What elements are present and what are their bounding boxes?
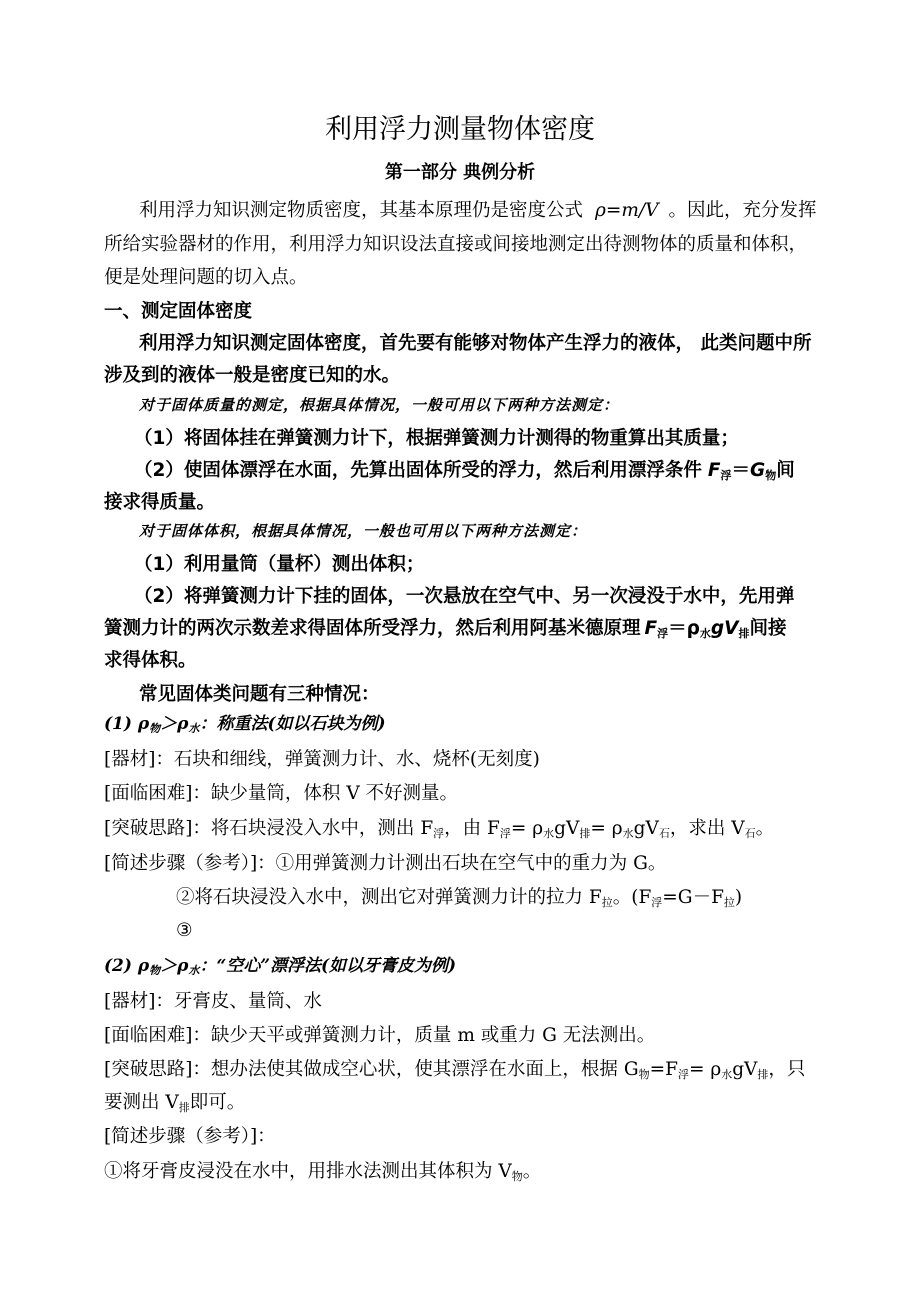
formula-sub: 排 xyxy=(738,627,750,640)
formula-eq: ＝ρ xyxy=(668,618,700,639)
sec1-para-line-2: 涉及到的液体一般是密度已知的水。 xyxy=(104,365,401,386)
t: 。 xyxy=(522,1161,542,1182)
s: 浮 xyxy=(433,827,445,840)
t: ：“空心”漂浮法(如以牙膏皮为例) xyxy=(199,956,457,976)
t: = ρ xyxy=(688,1059,722,1080)
t: ＞ρ xyxy=(160,956,189,976)
formula-g: G xyxy=(750,460,766,481)
t: [突破思路]：将石块浸没入水中，测出 F xyxy=(104,818,434,839)
mass-method-2 xyxy=(134,462,795,481)
section-heading-solid-density: 一、测定固体密度 xyxy=(104,301,253,322)
formula-f: F xyxy=(707,460,721,481)
t: =G－F xyxy=(662,887,724,908)
case-2-heading xyxy=(104,958,456,976)
s: 浮 xyxy=(499,827,511,840)
volume-method-2-tail: 间接 xyxy=(749,618,787,639)
mass-methods-intro: 对于固体质量的测定，根据具体情况，一般可用以下两种方法测定： xyxy=(139,396,620,414)
case-1-difficulty: [面临困难]：缺少量筒，体积 V 不好测量。 xyxy=(104,783,459,804)
s: 排 xyxy=(579,827,591,840)
t: ) xyxy=(734,887,743,908)
t: [突破思路]：想办法使其做成空心状，使其漂浮在水面上，根据 G xyxy=(104,1059,639,1080)
s: 水 xyxy=(622,827,634,840)
t: 。(F xyxy=(612,887,652,908)
case-1-step-3: ③ xyxy=(176,920,193,941)
volume-method-2-line-3: 求得体积。 xyxy=(104,650,197,671)
intro-line-3: 便是处理问题的切入点。 xyxy=(104,267,308,288)
intro-line-2: 所给实验器材的作用，利用浮力知识设法直接或间接地测定出待测物体的质量和体积， xyxy=(104,234,808,255)
volume-method-2-line-2 xyxy=(104,620,786,639)
case-1-equipment: [器材]：石块和细线，弹簧测力计、水、烧杯(无刻度) xyxy=(104,749,540,770)
section-subtitle: 第一部分 典例分析 xyxy=(384,162,536,183)
t: ，求出 V xyxy=(669,818,745,839)
t: gV xyxy=(732,1059,758,1080)
case-1-idea xyxy=(104,820,774,839)
s: 石 xyxy=(658,827,670,840)
document-title: 利用浮力测量物体密度 xyxy=(325,114,595,145)
t: =F xyxy=(649,1059,678,1080)
mass-method-1: （1）将固体挂在弹簧测力计下，根据弹簧测力计测得的物重算出其质量； xyxy=(134,428,739,449)
mass-method-2-tail: 间 xyxy=(776,460,795,481)
t: 。 xyxy=(755,818,775,839)
formula-f: F xyxy=(644,618,658,639)
t: ，由 F xyxy=(444,818,500,839)
t: ②将石块浸没入水中，测出它对弹簧测力计的拉力 F xyxy=(176,887,602,908)
formula-sub: 物 xyxy=(765,469,777,482)
s: 石 xyxy=(744,827,756,840)
cases-intro: 常见固体类问题有三种情况： xyxy=(139,684,380,705)
case-1-steps-head: [简述步骤（参考）]：①用弹簧测力计测出石块在空气中的重力为 G。 xyxy=(104,853,667,874)
case-1-head-b: ＞ρ xyxy=(160,714,189,734)
s: 水 xyxy=(721,1068,733,1081)
volume-methods-intro: 对于固体体积，根据具体情况，一般也可用以下两种方法测定： xyxy=(139,522,588,540)
s: 物 xyxy=(638,1068,650,1081)
t: gV xyxy=(633,818,659,839)
intro-line-1 xyxy=(139,202,817,221)
s: 水 xyxy=(543,827,555,840)
s: 浮 xyxy=(651,896,663,909)
case-2-step-1 xyxy=(104,1163,541,1182)
case-1-step-2 xyxy=(176,889,742,908)
s: 物 xyxy=(149,964,161,977)
t: (2) ρ xyxy=(104,956,150,976)
volume-method-2-line-1: （2）将弹簧测力计下挂的固体，一次悬放在空气中、另一次浸没于水中，先用弹 xyxy=(134,586,795,607)
case-2-idea-line-2 xyxy=(104,1094,245,1113)
case-1-sub: 水 xyxy=(188,722,200,735)
t: ①将牙膏皮浸没在水中，用排水法测出其体积为 V xyxy=(104,1161,512,1182)
case-2-equipment: [器材]：牙膏皮、量筒、水 xyxy=(104,991,322,1012)
formula-gv: gV xyxy=(710,618,739,639)
t: gV xyxy=(554,818,580,839)
s: 拉 xyxy=(723,896,735,909)
case-1-sub: 物 xyxy=(149,722,161,735)
case-1-heading xyxy=(104,716,386,734)
formula-sub: 浮 xyxy=(720,469,732,482)
mass-method-2-line-2: 接求得质量。 xyxy=(104,492,216,513)
s: 物 xyxy=(511,1170,523,1183)
case-1-head-a: (1) ρ xyxy=(104,714,150,734)
t: = ρ xyxy=(590,818,623,839)
s: 排 xyxy=(178,1101,190,1114)
intro-text-cont: 。因此，充分发挥 xyxy=(668,200,817,221)
s: 水 xyxy=(188,964,200,977)
s: 排 xyxy=(757,1068,769,1081)
case-2-difficulty: [面临困难]：缺少天平或弹簧测力计，质量 m 或重力 G 无法测出。 xyxy=(104,1025,656,1046)
sec1-para-line-1: 利用浮力知识测定固体密度，首先要有能够对物体产生浮力的液体， 此类问题中所 xyxy=(139,333,812,354)
case-2-idea xyxy=(104,1061,805,1080)
t: = ρ xyxy=(510,818,544,839)
formula-sub: 浮 xyxy=(657,627,669,640)
mass-method-2-text: （2）使固体漂浮在水面，先算出固体所受的浮力，然后利用漂浮条件 xyxy=(134,460,702,481)
volume-method-1: （1）利用量筒（量杯）测出体积； xyxy=(134,554,425,575)
density-formula: ρ=m/V xyxy=(595,200,659,221)
s: 浮 xyxy=(677,1068,689,1081)
volume-method-2-text: 簧测力计的两次示数差求得固体所受浮力，然后利用阿基米德原理 xyxy=(104,618,641,639)
formula-sub: 水 xyxy=(699,627,711,640)
s: 拉 xyxy=(601,896,613,909)
case-2-steps-head: [简述步骤（参考）]： xyxy=(104,1126,276,1147)
case-1-head-c: ：称重法(如以石块为例) xyxy=(199,714,386,734)
t: 即可。 xyxy=(189,1092,246,1113)
t: ，只 xyxy=(768,1059,806,1080)
intro-text: 利用浮力知识测定物质密度，其基本原理仍是密度公式 xyxy=(139,200,584,221)
formula-eq: ＝ xyxy=(731,460,751,481)
t: 要测出 V xyxy=(104,1092,179,1113)
